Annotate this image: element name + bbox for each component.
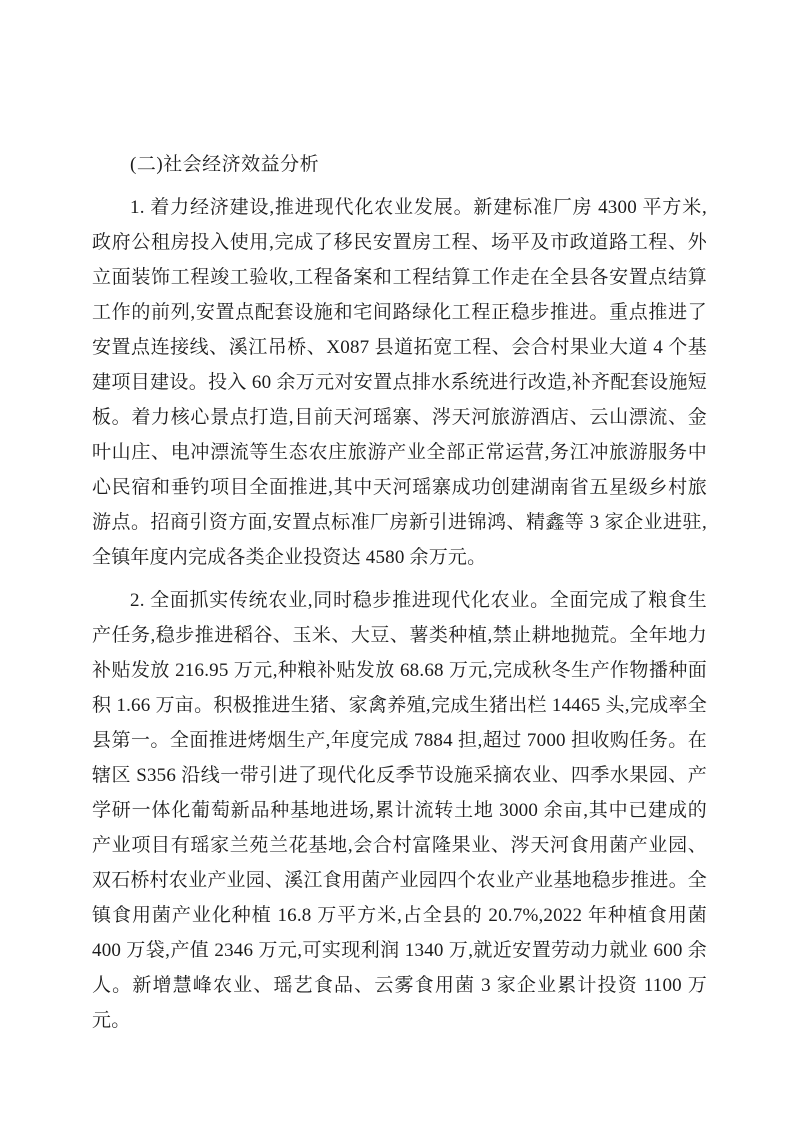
paragraph-economic-construction: 1. 着力经济建设,推进现代化农业发展。新建标准厂房 4300 平方米,政府公租房投入使用,完成了移民安置房工程、场平及市政道路工程、外立面装饰工程竣工验收,工程备案和工程结算工作走在全县各安置点结算工作的前列,安置点配套设施和宅间路绿化工程正稳步推进。重点推进了安置点连接线、溪江吊桥、X087 县道拓宽工程、会合村果业大道 4 个基建项目建设。投入 60 余万元对安置点排水系统进行改造,补齐配套设施短板。着力核心景点打造,目前天河瑶寨、涔天河旅游酒店、云山漂流、金叶山庄、电冲漂流等生态农庄旅游产业全部正常运营,务江冲旅游服务中心民宿和垂钓项目全面推进,其中天河瑶寨成功创建湖南省五星级乡村旅游点。招商引资方面,安置点标准厂房新引进锦鸿、精鑫等 3 家企业进驻,全镇年度内完成各类企业投资达 4580 余万元。 xyxy=(92,197,707,568)
document-content xyxy=(92,147,707,1038)
paragraph-traditional-agriculture: 2. 全面抓实传统农业,同时稳步推进现代化农业。全面完成了粮食生产任务,稳步推进稻谷、玉米、大豆、薯类种植,禁止耕地抛荒。全年地力补贴发放 216.95 万元,种粮补贴发放 68.68 万元,完成秋冬生产作物播种面积 1.66 万亩。积极推进生猪、家禽养殖,完成生猪出栏 14465 头,完成率全县第一。全面推进烤烟生产,年度完成 7884 担,超过 7000 担收购任务。在辖区 S356 沿线一带引进了现代化反季节设施采摘农业、四季水果园、产学研一体化葡萄新品种基地进场,累计流转土地 3000 余亩,其中已建成的产业项目有瑶家兰苑兰花基地,会合村富隆果业、涔天河食用菌产业园、双石桥村农业产业园、溪江食用菌产业园四个农业产业基地稳步推进。全镇食用菌产业化种植 16.8 万平方米,占全县的 20.7%,2022 年种植食用菌 400 万袋,产值 2346 万元,可实现利润 1340 万,就近安置劳动力就业 600 余人。新增慧峰农业、瑶艺食品、云雾食用菌 3 家企业累计投资 1100 万元。 xyxy=(92,590,707,1031)
section-heading: (二)社会经济效益分析 xyxy=(130,154,320,175)
